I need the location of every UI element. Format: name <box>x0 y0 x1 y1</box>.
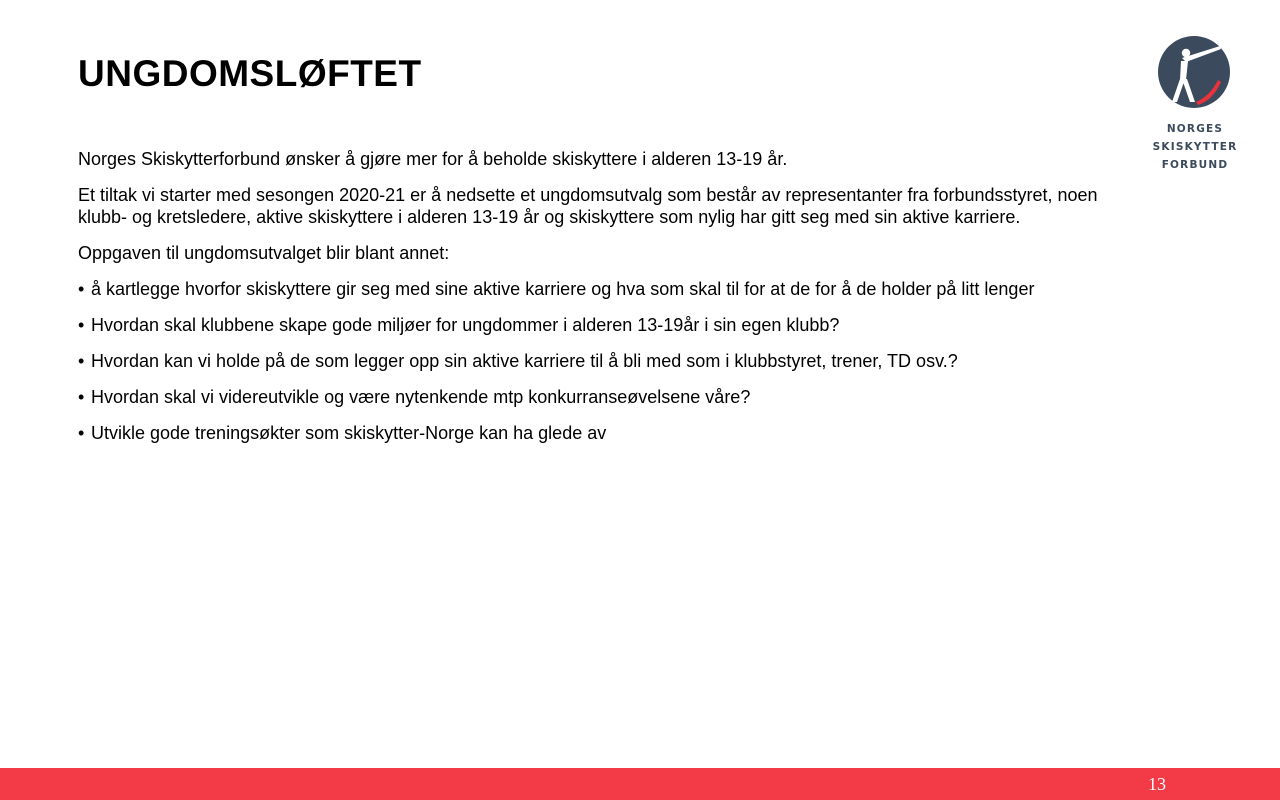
slide-body <box>78 148 1128 458</box>
task-list <box>78 278 1128 444</box>
logo-line: SKISKYTTER <box>1152 141 1238 153</box>
task-list-item: • Hvordan kan vi holde på de som legger opp sin aktive karriere til å bli med som i klubbstyret, trener, TD osv.? <box>78 350 1128 372</box>
tasks-heading: Oppgaven til ungdomsutvalget blir blant annet: <box>78 243 450 263</box>
task-list-item: • Utvikle gode treningsøkter som skiskytter-Norge kan ha glede av <box>78 422 1128 444</box>
task-list-item: • Hvordan skal klubbene skape gode miljøer for ungdommer i alderen 13-19år i sin egen klubb? <box>78 314 1128 336</box>
task-list-item: • å kartlegge hvorfor skiskyttere gir seg med sine aktive karriere og hva som skal til for at de for å de holder på litt lenger <box>78 278 1128 300</box>
initiative-paragraph: Et tiltak vi starter med sesongen 2020-21 er å nedsette et ungdomsutvalg som består av representanter fra forbundsstyret, noen klubb- og kretsledere, aktive skiskyttere i alderen 13-19 år og skiskyttere som nylig har gitt seg med sin aktive karriere. <box>78 185 1098 227</box>
footer-bar <box>0 768 1280 800</box>
logo-wordmark <box>1140 120 1250 174</box>
slide-title: UNGDOMSLØFTET <box>78 53 422 94</box>
logo-line: FORBUND <box>1161 159 1229 171</box>
logo-line: NORGES <box>1166 123 1224 135</box>
intro-paragraph: Norges Skiskytterforbund ønsker å gjøre mer for å beholde skiskyttere i alderen 13-19 år. <box>78 149 788 169</box>
task-list-item: • Hvordan skal vi videreutvikle og være nytenkende mtp konkurranseøvelsene våre? <box>78 386 1128 408</box>
page-number: 13 <box>1148 774 1166 794</box>
